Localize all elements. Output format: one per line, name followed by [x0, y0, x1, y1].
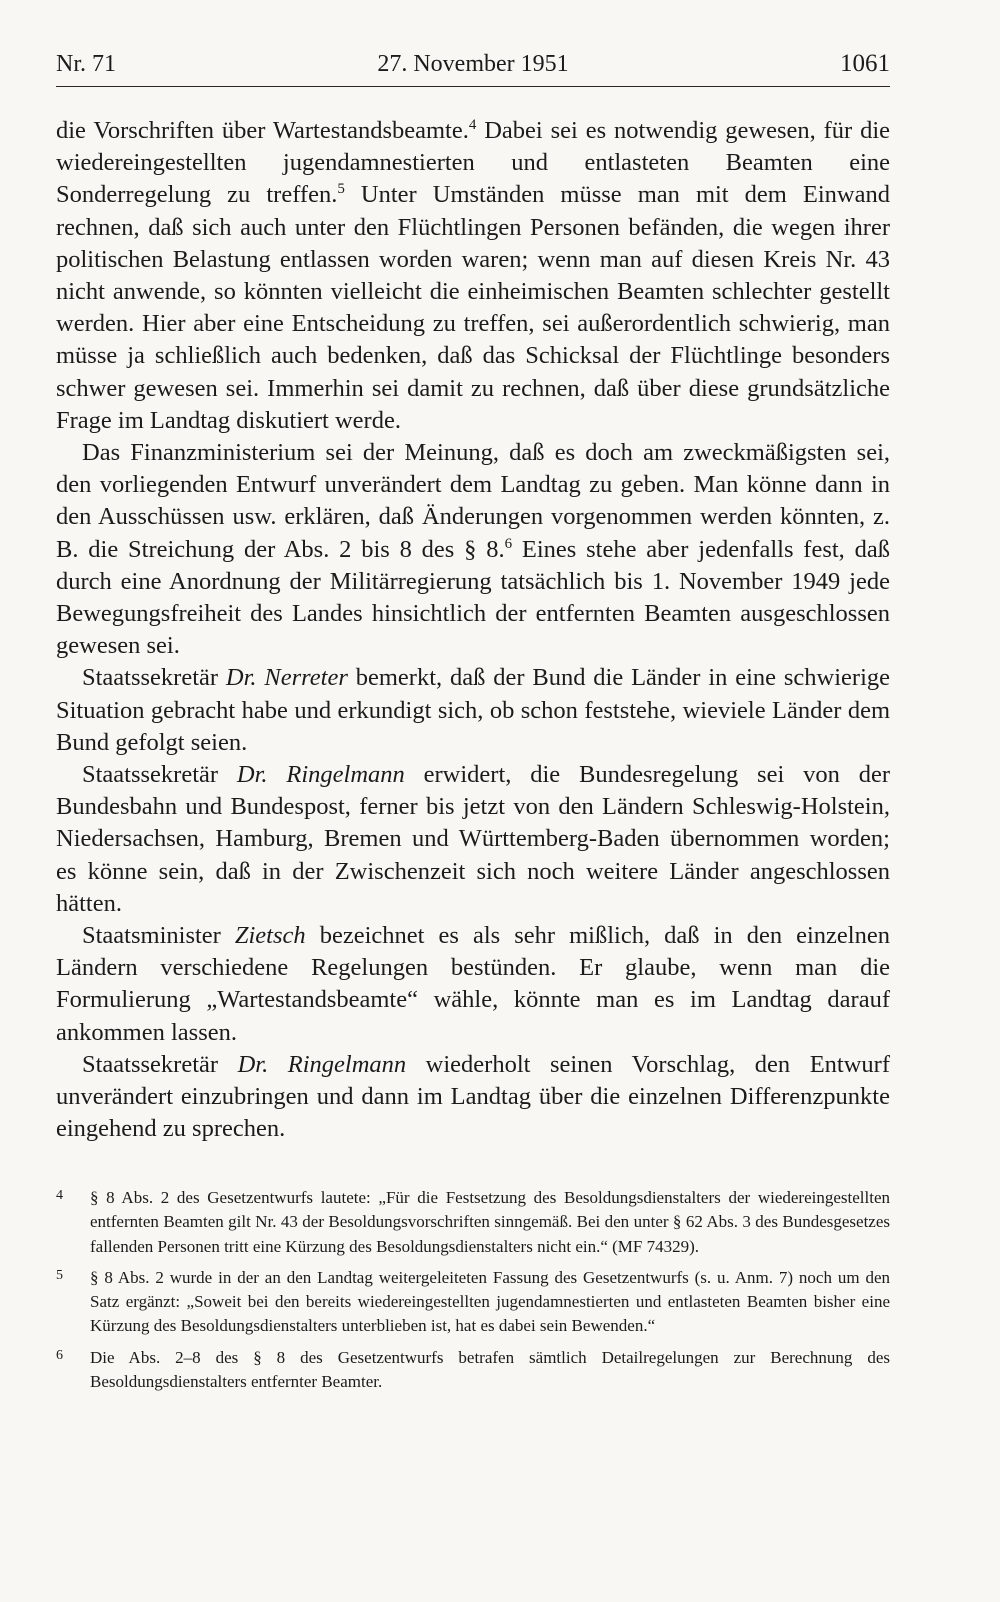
paragraph: Staatsminister Zietsch bezeichnet es als sehr mißlich, daß in den einzelnen Ländern verschiedene Regelungen bestünden. Er glaube, wenn man die Formulierung „Wartestandsbeamte“ wähle, könnte man es im Landtag darauf ankommen lassen. [56, 922, 890, 1046]
body-text [56, 115, 890, 1146]
paragraph: Das Finanzministerium sei der Meinung, daß es doch am zweckmäßigsten sei, den vorliegenden Entwurf unverändert dem Landtag zu geben. Man könne dann in den Ausschüssen usw. erklären, daß Änderungen vorgenommen werden könnten, z. B. die Streichung der Abs. 2 bis 8 des § 8.$^6$ Eines stehe aber jedenfalls fest, daß durch eine Anordnung der Militärregierung tatsächlich bis 1. November 1949 jede Bewegungsfreiheit des Landes hinsichtlich der entfernten Beamten ausgeschlossen gewesen sei. [56, 439, 890, 660]
running-head [56, 46, 890, 82]
speaker-name: Dr. Ringelmann [237, 1050, 407, 1078]
speaker-name: Dr. Nerreter [225, 664, 348, 692]
paragraph: Staatssekretär Dr. Ringelmann erwidert, die Bundesregelung sei von der Bundesbahn und Bundespost, ferner bis jetzt von den Ländern Schleswig-Holstein, Niedersachsen, Hamburg, Bremen und Württemberg-Baden übernommen worden; es könne sein, daß in der Zwischenzeit sich noch weitere Länder angeschlossen hätten. [56, 761, 890, 917]
issue-number: Nr. 71 [56, 51, 116, 77]
footnote-ref: 4 [468, 116, 477, 133]
footnote-number: 6 [56, 1347, 63, 1363]
paragraph: Staatssekretär Dr. Nerreter bemerkt, daß der Bund die Länder in eine schwierige Situation gebracht habe und erkundigt sich, ob schon feststehe, wieviele Länder dem Bund gefolgt seien. [56, 664, 891, 756]
speaker-name: Zietsch [234, 922, 306, 950]
footnote [56, 1266, 890, 1339]
footnote [56, 1346, 890, 1395]
footnote-ref: 5 [337, 181, 345, 198]
header-rule [56, 86, 890, 87]
footnote-text: § 8 Abs. 2 des Gesetzentwurfs lautete: „Für die Festsetzung des Besoldungsdienstalters der wiedereingestellten entfernten Beamten gilt Nr. 43 der Besoldungsvorschriften sinngemäß. Bei den unter § 62 Abs. 3 des Bundesgesetzes fallenden Personen tritt eine Kürzung des Besoldungsdienstalters nicht ein.“ (MF 74329). [90, 1188, 890, 1256]
footnote-ref: 6 [504, 535, 513, 552]
speaker-name: Dr. Ringelmann [236, 761, 405, 789]
page-number: 1061 [840, 50, 890, 77]
footnote-text: § 8 Abs. 2 wurde in der an den Landtag weitergeleiteten Fassung des Gesetzentwurfs (s. u. Anm. 7) noch um den Satz ergänzt: „Soweit bei den bereits wiedereingestellten jugendamnestierten und entlasteten Beamten bisher eine Kürzung des Besoldungsdienstalters unterblieben ist, hat es dabei sein Bewenden.“ [90, 1267, 890, 1336]
paragraph: Staatssekretär Dr. Ringelmann wiederholt seinen Vorschlag, den Entwurf unverändert einzubringen und dann im Landtag über die einzelnen Differenzpunkte eingehend zu sprechen. [56, 1050, 890, 1143]
footnote-number: 5 [56, 1267, 63, 1283]
footnote [56, 1186, 890, 1259]
paragraph: die Vorschriften über Wartestandsbeamte.$^4$ Dabei sei es notwendig gewesen, für die wiedereingestellten jugendamnestierten und entlasteten Beamten eine Sonderregelung zu treffen.$^5$ Unter Umständen müsse man mit dem Einwand rechnen, daß sich auch unter den Flüchtlingen Personen befänden, die wegen ihrer politischen Belastung entlassen worden waren; wenn man auf diesen Kreis Nr. 43 nicht anwende, so könnten vielleicht die einheimischen Beamten schlechter gestellt werden. Hier aber eine Entscheidung zu treffen, sei außerordentlich schwierig, man müsse ja schließlich auch bedenken, daß das Schicksal der Flüchtlinge besonders schwer gewesen sei. Immerhin sei damit zu rechnen, daß über diese grundsätzliche Frage im Landtag diskutiert werde. [56, 116, 891, 434]
footnotes [56, 1186, 890, 1401]
session-date: 27. November 1951 [377, 51, 569, 77]
footnote-text: Die Abs. 2–8 des § 8 des Gesetzentwurfs betrafen sämtlich Detailregelungen zur Berechnung des Besoldungsdienstalters entfernter Beamter. [90, 1347, 890, 1392]
footnote-number: 4 [56, 1188, 63, 1203]
